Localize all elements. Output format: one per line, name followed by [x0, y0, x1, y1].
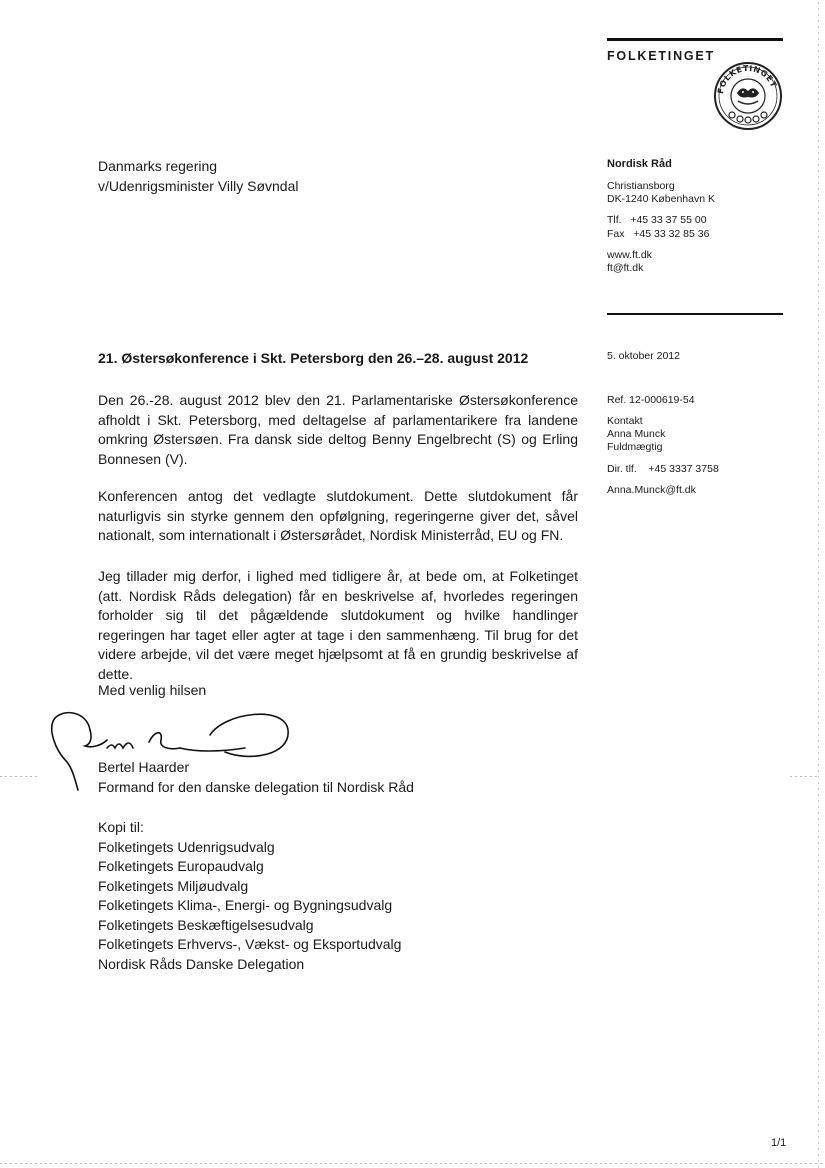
reference-number: Ref. 12-000619-54 — [607, 394, 695, 406]
copy-list — [98, 818, 401, 974]
page-number: 1/1 — [771, 1137, 787, 1149]
recipient-block — [98, 156, 298, 196]
contact-title: Fuldmægtig — [607, 441, 663, 453]
copy-list-label: Kopi til: — [98, 819, 144, 835]
copy-list-item: Folketingets Erhvervs-, Vækst- og Eksportudvalg — [98, 936, 402, 952]
contact-direct-phone: Dir. tlf. +45 3337 3758 — [607, 463, 719, 475]
sidebar-fax: Fax +45 33 32 85 36 — [607, 228, 710, 240]
copy-list-item: Folketingets Klima-, Energi- og Bygningsudvalg — [98, 897, 393, 913]
body-paragraph-2: Konferencen antog det vedlagte slutdokument. Dette slutdokument får naturligvis sin styrke gennem den opfølgning, regeringerne giver det, såvel nationalt, som internationalt i Østersørådet, Nordisk Ministerråd, EU og FN. — [98, 488, 578, 543]
brand-name: FOLKETINGET — [607, 49, 715, 63]
recipient-line-2: v/Udenrigsminister Villy Søvndal — [98, 178, 299, 194]
sidebar-org: Nordisk Råd — [607, 158, 672, 170]
header-rule — [607, 38, 783, 41]
closing-salutation: Med venlig hilsen — [98, 682, 207, 698]
sidebar-address-1: Christiansborg — [607, 180, 675, 192]
sidebar-address-2: DK-1240 København K — [607, 193, 715, 205]
copy-list-item: Folketingets Udenrigsudvalg — [98, 838, 275, 855]
scan-line-1 — [0, 776, 40, 777]
sidebar-web[interactable]: www.ft.dk — [607, 249, 652, 261]
letter-date: 5. oktober 2012 — [607, 350, 680, 362]
signer-block — [98, 758, 414, 797]
scan-line-3 — [0, 1163, 825, 1164]
contact-email[interactable]: Anna.Munck@ft.dk — [607, 484, 696, 496]
signer-name: Bertel Haarder — [98, 759, 190, 775]
scan-edge-right — [818, 0, 819, 1168]
contact-label: Kontakt — [607, 415, 643, 427]
signer-title: Formand for den danske delegation til Nordisk Råd — [98, 778, 414, 795]
letter-subject: 21. Østersøkonference i Skt. Petersborg den 26.–28. august 2012 — [98, 350, 529, 366]
sidebar-rule — [607, 313, 783, 315]
contact-name: Anna Munck — [607, 428, 666, 440]
sidebar-email[interactable]: ft@ft.dk — [607, 262, 644, 274]
sidebar-phone: Tlf. +45 33 37 55 00 — [607, 214, 707, 226]
parliament-seal-icon — [713, 61, 783, 131]
copy-list-item: Nordisk Råds Danske Delegation — [98, 955, 305, 972]
body-paragraph-1: Den 26.-28. august 2012 blev den 21. Parlamentariske Østersøkonference afholdt i Skt. Petersborg, med deltagelse af parlamentarikere fra landene omkring Østersøen. Fra dansk side deltog Benny Engelbrecht (S) og Erling Bonnesen (V). — [98, 392, 578, 467]
copy-list-item: Folketingets Europaudvalg — [98, 858, 264, 874]
svg-text:FOLKETINGET: FOLKETINGET — [716, 63, 779, 95]
copy-list-item: Folketingets Beskæftigelsesudvalg — [98, 916, 314, 933]
body-paragraph-3: Jeg tillader mig derfor, i lighed med tidligere år, at bede om, at Folketinget (att. Nordisk Råds delegation) får en beskrivelse af, hvorledes regeringen forholder sig til det pågældende slutdokument og hvilke handlinger regeringen har taget eller agter at tage i den sammenhæng. Til brug for det videre arbejde, vil det være meget hjælpsomt at få en grundig beskrivelse af dette. — [98, 568, 578, 682]
recipient-line-1: Danmarks regering — [98, 158, 218, 174]
copy-list-item: Folketingets Miljøudvalg — [98, 877, 249, 894]
scan-line-2 — [790, 776, 820, 777]
